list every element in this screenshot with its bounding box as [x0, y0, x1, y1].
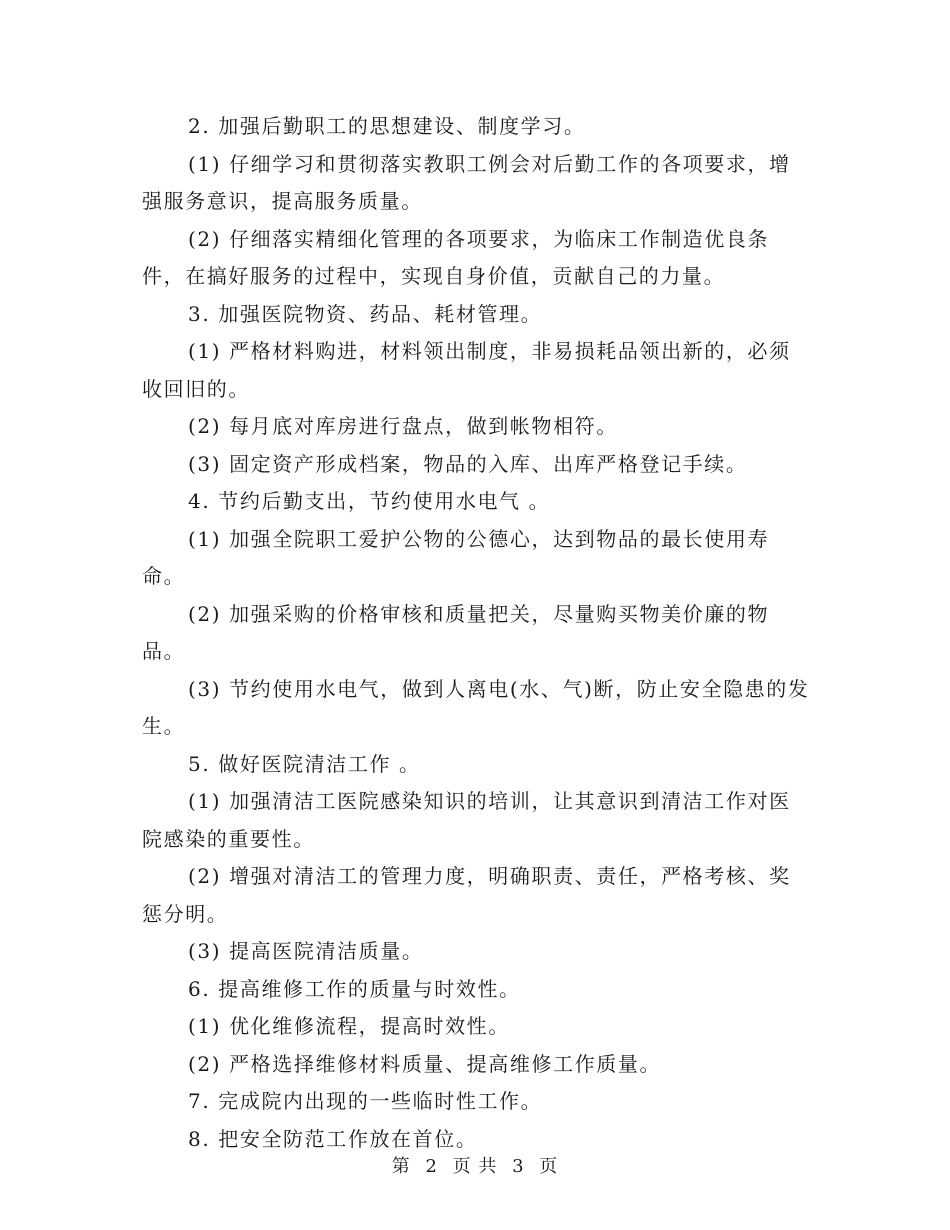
list-item: (2) 加强采购的价格审核和质量把关，尽量购买物美价廉的物品。 — [142, 601, 770, 663]
section-heading-3: 3. 加强医院物资、药品、耗材管理。 — [188, 301, 543, 326]
list-item: (1) 加强清洁工医院感染知识的培训，让其意识到清洁工作对医院感染的重要性。 — [142, 789, 791, 851]
current-page-number: 2 — [425, 1156, 438, 1177]
section-heading-5: 5. 做好医院清洁工作 。 — [188, 751, 421, 776]
section-heading-4: 4. 节约后勤支出，节约使用水电气 。 — [188, 489, 551, 513]
list-item: (3) 节约使用水电气，做到人离电(水、气)断，防止安全隐患的发生。 — [142, 676, 810, 738]
section-heading-2: 2. 加强后勤职工的思想建设、制度学习。 — [188, 114, 586, 138]
footer-prefix: 第 — [391, 1156, 411, 1177]
list-item: (1) 严格材料购进，材料领出制度，非易损耗品领出新的，必须收回旧的。 — [142, 339, 791, 401]
page-number-footer — [0, 1152, 950, 1178]
list-item: (2) 仔细落实精细化管理的各项要求，为临床工作制造优良条件，在搞好服务的过程中，实现自身价值，贡献自己的力量。 — [142, 226, 770, 288]
list-item: (2) 每月底对库房进行盘点，做到帐物相符。 — [188, 414, 618, 438]
list-item: (1) 优化维修流程，提高时效性。 — [188, 1014, 510, 1038]
section-heading-7: 7. 完成院内出现的一些临时性工作。 — [188, 1089, 543, 1113]
total-pages-number: 3 — [512, 1156, 525, 1177]
section-heading-8: 8. 把安全防范工作放在首位。 — [188, 1126, 478, 1151]
list-item: (2) 严格选择维修材料质量、提高维修工作质量。 — [188, 1051, 662, 1076]
footer-suffix: 页 — [539, 1156, 559, 1177]
footer-middle: 页 共 — [452, 1156, 498, 1177]
list-item: (1) 仔细学习和贯彻落实教职工例会对后勤工作的各项要求，增强服务意识，提高服务质量。 — [142, 151, 791, 213]
document-body — [142, 108, 812, 1158]
list-item: (2) 增强对清洁工的管理力度，明确职责、责任，严格考核、奖惩分明。 — [142, 864, 791, 926]
list-item: (1) 加强全院职工爱护公物的公德心，达到物品的最长使用寿命。 — [142, 526, 770, 588]
list-item: (3) 提高医院清洁质量。 — [188, 939, 424, 963]
list-item: (3) 固定资产形成档案，物品的入库、出库严格登记手续。 — [188, 451, 748, 476]
section-heading-6: 6. 提高维修工作的质量与时效性。 — [188, 976, 521, 1001]
